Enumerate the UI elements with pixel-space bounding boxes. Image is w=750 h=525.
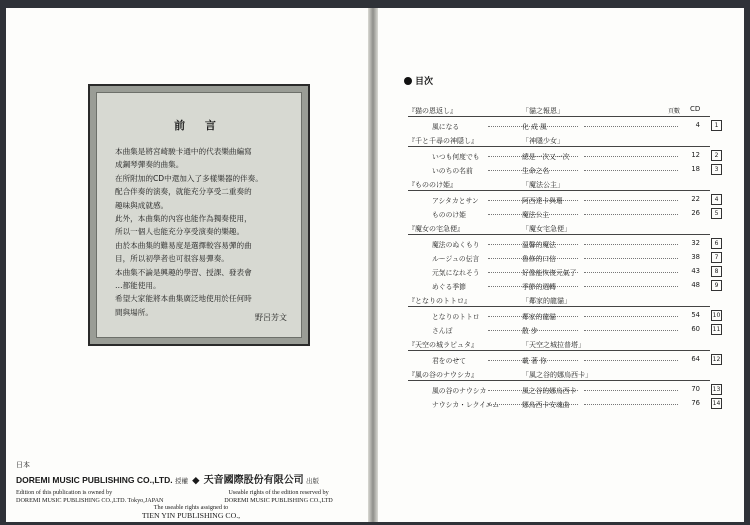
preface-line: 此外，本曲集的內容也能作為獨奏使用， [115,214,252,224]
dot-leader [584,244,678,245]
dot-leader [584,170,678,171]
movie-title-jp: 『天空の城ラピュタ』 [408,341,478,349]
dot-leader [584,390,678,391]
movie-title-zh: 「神隱少女」 [522,137,564,145]
page-number: 26 [691,209,700,217]
song-row [408,307,728,321]
page-number: 12 [691,151,700,159]
preface-line: 成鋼琴彈奏的曲集。 [115,160,184,170]
dot-leader [584,272,678,273]
song-title-zh: 溫馨的魔法 [522,241,556,249]
song-title-zh: 化 成 風 [522,123,547,131]
bullet-icon [404,77,412,85]
cd-track-number: 4 [711,194,722,205]
movie-title-zh: 「鄰家的龍貓」 [522,297,571,305]
dot-leader [584,316,678,317]
song-title-zh: 散 步 [522,327,538,335]
toc-group [408,134,728,175]
movie-title-zh: 「風之谷的娜烏西卡」 [522,371,592,379]
preface-body [115,145,289,319]
song-row [408,381,728,395]
assignee-name: TIEN YIN PUBLISHING CO., [141,510,241,520]
preface-line: 希望大家能將本曲集廣泛地使用於任何時 [115,294,252,304]
toc-heading-label: 目次 [415,77,434,87]
publisher-name: DOREMI MUSIC PUBLISHING CO.,LTD. [16,475,173,485]
song-row [408,249,728,263]
song-title-jp: となりのトトロ [432,313,480,321]
cd-track-number: 2 [711,150,722,161]
dot-leader [584,330,678,331]
song-row [408,351,728,365]
cd-track-number: 1 [711,120,722,131]
page-column-header: 頁數 [668,108,681,115]
page-number: 18 [691,165,700,173]
page-number: 70 [691,385,700,393]
preface-line: 由於本曲集的難易度是選擇較容易彈的曲 [115,240,252,250]
song-title-zh: 季節的週轉 [522,283,556,291]
rights-left-line: Edition of this publication is owned by [16,489,113,496]
book-gutter [368,8,378,522]
toc-group [408,104,728,131]
movie-row [408,338,728,351]
song-row [408,161,728,175]
dot-leader [584,360,678,361]
rights-right-line: DOREMI MUSIC PUBLISHING CO.,LTD [224,496,333,504]
dot-leader [584,258,678,259]
authorized-label: 授權 [175,478,188,485]
diamond-icon: ◆ [192,475,200,485]
page-number: 76 [691,399,700,407]
cd-track-number: 10 [712,312,721,319]
movie-row [408,178,728,191]
movie-title-jp: 『となりのトトロ』 [408,297,471,305]
preface-signature: 野呂芳文 [255,313,287,322]
song-title-zh: 娜烏西卡安魂曲 [522,401,570,409]
song-row [408,147,728,161]
dot-leader [584,200,678,201]
song-title-jp: もののけ姫 [432,211,466,219]
movie-row [408,104,728,117]
preface-line: 所以一個人也能充分享受演奏的樂趣。 [115,227,245,237]
movie-title-jp: 『もののけ姫』 [408,181,457,189]
movie-title-zh: 「天空之城拉普塔」 [522,341,585,349]
page-number: 43 [691,267,700,275]
page-number: 64 [691,355,700,363]
song-title-zh: 風之谷的娜烏西卡 [522,387,577,395]
right-page [378,8,744,522]
page-number: 48 [691,281,700,289]
movie-title-jp: 『風の谷のナウシカ』 [408,371,478,379]
song-title-jp: 風の谷のナウシカ [432,387,487,395]
song-row [408,205,728,219]
page-number: 60 [691,325,700,333]
toc-group [408,338,728,365]
preface-line: 趣味與成就感。 [115,200,169,210]
song-title-jp: ナウシカ・レクイエム [432,401,500,409]
movie-row [408,368,728,381]
movie-row [408,222,728,235]
movie-title-jp: 『魔女の宅急便』 [408,225,464,233]
preface-box [96,92,302,338]
movie-title-jp: 『猫の恩返し』 [408,107,457,115]
song-row [408,191,728,205]
song-row [408,117,728,131]
movie-title-zh: 「魔女宅急便」 [522,225,571,233]
cd-track-number: 12 [712,356,721,363]
song-row [408,263,728,277]
song-row [408,277,728,291]
page-number: 38 [691,253,700,261]
song-row [408,395,728,409]
publisher-line [16,471,366,486]
song-title-zh: 鄰家的龍貓 [522,313,556,321]
song-title-jp: さんぽ [432,327,453,335]
cd-track-number: 11 [712,326,721,333]
page-number: 4 [695,121,700,129]
movie-row [408,134,728,147]
preface-line: 目，所以初學者也可很容易彈奏。 [115,254,229,264]
dot-leader [584,404,678,405]
song-title-zh: 載 著 你 [522,357,547,365]
song-title-zh: 好像能恢復元氣了 [522,269,577,277]
song-row [408,321,728,335]
rights-notice [16,489,366,504]
cd-track-number: 3 [711,164,722,175]
publish-label: 出版 [306,478,320,485]
page-number: 54 [691,311,700,319]
dot-leader [584,286,678,287]
song-row [408,235,728,249]
preface-line: 配合伴奏的演奏，就能充分享受二重奏的 [115,187,252,197]
movie-row [408,294,728,307]
table-of-contents [408,104,728,412]
cd-track-number: 7 [711,252,722,263]
toc-group [408,222,728,291]
song-title-jp: 魔法のぬくもり [432,241,480,249]
cd-track-number: 6 [711,238,722,249]
taiwan-publisher: 天音國際股份有限公司 [203,475,304,486]
cd-track-number: 9 [711,280,722,291]
cd-track-number: 5 [711,208,722,219]
preface-line: 本曲集是將宮崎駿卡通中的代表樂曲編寫 [115,147,252,156]
song-title-zh: 魔法公主 [522,211,550,219]
toc-group [408,368,728,409]
song-title-zh: 生命之名 [522,167,550,175]
movie-title-zh: 「魔法公主」 [522,181,564,189]
page-number: 32 [691,239,700,247]
movie-title-zh: 「貓之報恩」 [522,107,564,115]
cd-track-number: 8 [711,266,722,277]
song-title-zh: 魯修的口信 [522,255,556,263]
song-title-jp: いのちの名前 [432,167,473,175]
publisher-block [16,460,366,519]
song-title-jp: 元気になれそう [432,269,480,277]
rights-left [16,489,191,504]
dot-leader [584,214,678,215]
rights-assigned-label: The useable rights assigned to [153,504,229,512]
rights-right-line: Useable rights of the edition reserved by [228,489,329,496]
song-title-jp: 君をのせて [432,357,466,365]
publisher-country: 日本 [16,462,30,469]
rights-left-line: DOREMI MUSIC PUBLISHING CO.,LTD. Tokyo,JAPAN [16,496,164,504]
preface-line: 本曲集不論是興趣的學習、授課、發表會 [115,267,252,277]
song-title-jp: アシタカとサン [432,197,479,205]
movie-title-jp: 『千と千尋の神隠し』 [408,137,478,145]
song-title-jp: めぐる季節 [432,283,466,291]
toc-group [408,178,728,219]
dot-leader [584,156,678,157]
preface-title: 前 言 [174,119,224,132]
song-title-zh: 總是一次又一次 [522,153,570,161]
toc-group [408,294,728,335]
song-title-jp: ルージュの伝言 [432,255,480,263]
rights-assigned [16,504,366,519]
preface-line: 在所附加的CD中還加入了多樣樂器的伴奏。 [115,173,263,183]
song-title-jp: いつも何度でも [432,153,480,161]
dot-leader [584,126,678,127]
rights-right [191,489,366,504]
cd-track-number: 14 [712,400,721,407]
song-title-jp: 風になる [432,123,460,131]
song-title-zh: 阿西達卡與珊 [522,197,563,205]
cd-track-number: 13 [712,386,721,393]
left-page [6,8,368,522]
preface-frame [88,84,310,346]
preface-line: 間與場所。 [115,307,153,317]
preface-line: …都能使用。 [115,281,161,291]
page-number: 22 [691,195,700,203]
toc-heading [404,74,433,87]
cd-column-header: CD [690,105,701,113]
